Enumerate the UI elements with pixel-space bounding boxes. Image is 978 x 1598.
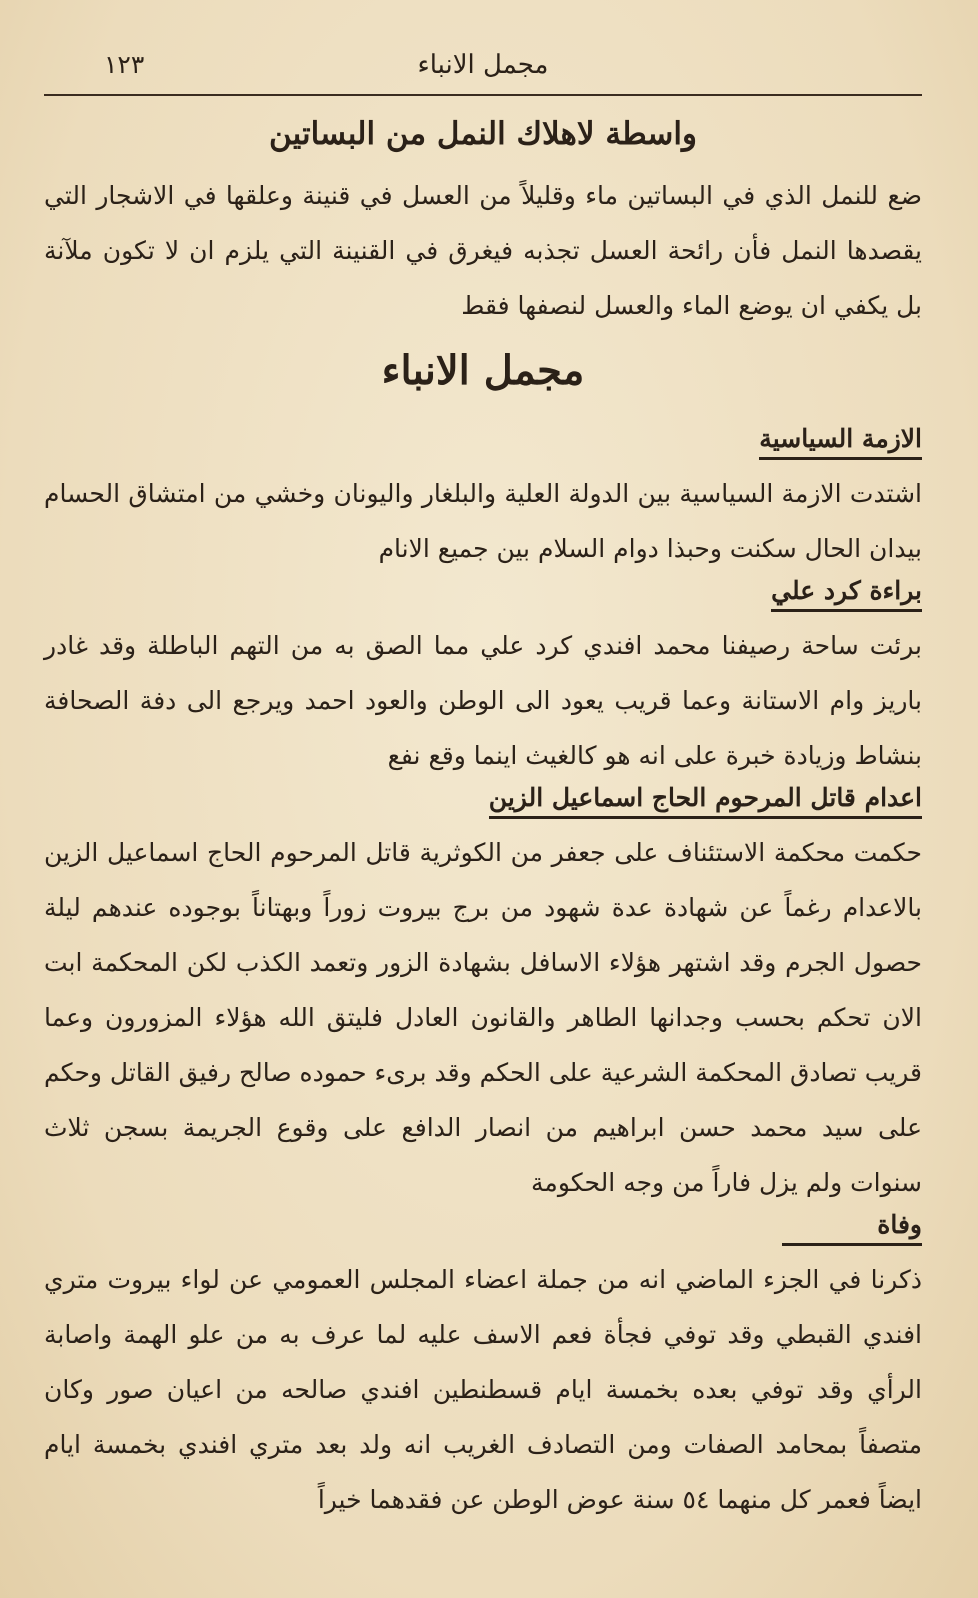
news-heading-label: وفاة <box>782 1210 922 1246</box>
news-heading-death <box>44 1210 922 1246</box>
news-heading-label: الازمة السياسية <box>759 424 922 460</box>
article-title: واسطة لاهلاك النمل من البساتين <box>269 116 697 152</box>
page-number: ١٢٣ <box>104 50 145 79</box>
page-content <box>44 116 922 1527</box>
news-heading-political-crisis <box>44 424 922 460</box>
running-header <box>44 44 922 92</box>
news-heading-execution <box>44 783 922 819</box>
news-heading-label: براءة كرد علي <box>771 576 922 612</box>
running-title: مجمل الانباء <box>417 50 549 80</box>
news-heading-label: اعدام قاتل المرحوم الحاج اسماعيل الزين <box>489 783 922 819</box>
news-body-execution: حكمت محكمة الاستئناف على جعفر من الكوثرية قاتل المرحوم الحاج اسماعيل الزين بالاعدام رغماً عن شهادة عدة شهود من برج بيروت زوراً وبهتاناً بوجوده عندهم ليلة حصول الجرم وقد اشتهر هؤلاء الاسافل بشهادة الزور وتعمد الكذب لكن المحكمة ابت الان تحكم بحسب وجدانها الطاهر والقانون العادل فليتق الله هؤلاء المزورون وعما قريب تصادق المحكمة الشرعية على الحكم وقد برىء حموده صالح رفيق القاتل وحكم على سيد محمد حسن ابراهيم من انصار الدافع على وقوع الجريمة بسجن ثلاث سنوات ولم يزل فاراً من وجه الحكومة <box>44 838 922 1197</box>
header-rule <box>44 94 922 96</box>
news-body-death: ذكرنا في الجزء الماضي انه من جملة اعضاء المجلس العمومي عن لواء بيروت متري افندي القبطي وقد توفي فجأة فعم الاسف عليه لما عرف به من علو الهمة واصابة الرأي وقد توفي بعده بخمسة ايام قسطنطين افندي صالحه من اعيان صور وكان متصفاً بمحامد الصفات ومن التصادف الغريب انه ولد بعد متري افندي بخمسة ايام ايضاً فعمر كل منهما ٥٤ سنة عوض الوطن عن فقدهما خيراً <box>44 1265 922 1514</box>
news-body-political-crisis: اشتدت الازمة السياسية بين الدولة العلية والبلغار واليونان وخشي من امتشاق الحسام بيدان الحال سكنت وحبذا دوام السلام بين جميع الانام <box>44 479 922 563</box>
article-body: ضع للنمل الذي في البساتين ماء وقليلاً من العسل في قنينة وعلقها في الاشجار التي يقصدها النمل فأن رائحة العسل تجذبه فيغرق في القنينة التي يلزم ان لا تكون ملآنة بل يكفي ان يوضع الماء والعسل لنصفها فقط <box>44 181 922 320</box>
section-title: مجمل الانباء <box>381 347 585 394</box>
news-heading-kurd-ali <box>44 576 922 612</box>
news-body-kurd-ali: برئت ساحة رصيفنا محمد افندي كرد علي مما الصق به من التهم الباطلة وقد غادر باريز وام الاستانة وعما قريب يعود الى الوطن والعود احمد ويرجع الى دفة الصحافة بنشاط وزيادة خبرة على انه هو كالغيث اينما وقع نفع <box>44 631 922 770</box>
